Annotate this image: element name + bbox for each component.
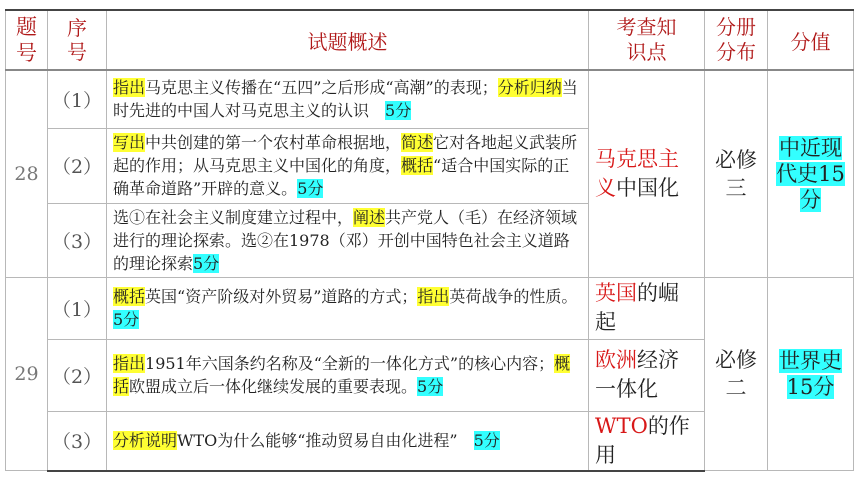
row-sequence: （3） xyxy=(48,203,107,277)
row-description xyxy=(107,277,589,339)
row-description xyxy=(107,70,589,128)
row-description xyxy=(107,411,589,471)
header-sequence: 序号 xyxy=(48,10,107,70)
keyword-highlight: 指出 xyxy=(113,354,146,373)
keyword-highlight: 分析归纳 xyxy=(497,78,562,98)
row-sequence: （1） xyxy=(48,70,107,128)
keyword-highlight: 简述 xyxy=(401,133,434,152)
knowledge-point-highlight: 欧洲 xyxy=(595,348,637,372)
knowledge-point-text: 中国化 xyxy=(616,175,679,200)
description-text: 当时先进的中国人对马克思主义的认识 xyxy=(113,78,578,121)
score-badge: 中近现代史15分 xyxy=(776,135,845,212)
description-text: “适合中国实际的正确革命道路”开辟的意义。 xyxy=(113,156,570,198)
description-text: 英国“资产阶级对外贸易”道路的方式； xyxy=(145,287,418,306)
keyword-highlight: 概括 xyxy=(113,287,146,306)
row-sequence: （3） xyxy=(48,411,107,471)
points-badge: 5分 xyxy=(113,310,140,329)
points-badge: 5分 xyxy=(385,101,412,121)
points-badge: 5分 xyxy=(417,377,444,396)
knowledge-point-highlight: 马克思主义 xyxy=(595,146,679,200)
question-number-29: 29 xyxy=(6,277,48,471)
row-sequence: （1） xyxy=(48,277,107,339)
module-29: 必修二 xyxy=(705,277,768,471)
description-text: 英荷战争的性质。 xyxy=(449,287,578,306)
keyword-highlight: 概括 xyxy=(113,354,571,396)
knowledge-point-text: 的作用 xyxy=(595,413,690,467)
question-number-28: 28 xyxy=(6,70,48,277)
row-sequence: （2） xyxy=(48,128,107,203)
description-text: 欧盟成立后一体化继续发展的重要表现。 xyxy=(129,377,418,396)
knowledge-point-text: 的崛起 xyxy=(595,281,679,334)
row-description xyxy=(107,339,589,411)
knowledge-point-28 xyxy=(589,70,705,277)
row-sequence: （2） xyxy=(48,339,107,411)
description-text: 选①在社会主义制度建立过程中， xyxy=(113,207,354,227)
keyword-highlight: 写出 xyxy=(113,133,146,152)
row-description xyxy=(107,128,589,203)
header-module: 分册分布 xyxy=(705,10,768,70)
row-description xyxy=(107,203,589,277)
knowledge-point-highlight: WTO xyxy=(595,413,648,438)
keyword-highlight: 指出 xyxy=(113,78,146,98)
keyword-highlight: 概括 xyxy=(401,156,434,175)
points-badge: 5分 xyxy=(297,179,324,198)
keyword-highlight: 指出 xyxy=(417,287,450,306)
table-row xyxy=(6,70,854,128)
score-badge: 世界史15分 xyxy=(779,348,842,399)
table-row xyxy=(6,277,854,339)
description-text: 共产党人（毛）在经济领域进行的理论探索。选②在1978（邓）开创中国特色社会主义道路的理论探索 xyxy=(113,207,578,273)
module-28: 必修三 xyxy=(705,70,768,277)
keyword-highlight: 分析说明 xyxy=(113,431,178,450)
score-29 xyxy=(768,277,854,471)
header-score: 分值 xyxy=(768,10,854,70)
header-description: 试题概述 xyxy=(107,10,589,70)
points-badge: 5分 xyxy=(193,253,220,273)
knowledge-point-29-1 xyxy=(589,277,705,339)
header-knowledge-point: 考查知识点 xyxy=(589,10,705,70)
knowledge-point-highlight: 英国 xyxy=(595,281,637,305)
keyword-highlight: 阐述 xyxy=(353,207,386,227)
knowledge-point-text: 经济一体化 xyxy=(595,348,679,401)
exam-table xyxy=(5,9,854,472)
knowledge-point-29-3 xyxy=(589,411,705,471)
points-badge: 5分 xyxy=(473,431,500,450)
score-28 xyxy=(768,70,854,277)
description-text: 它对各地起义武装所起的作用；从马克思主义中国化的角度， xyxy=(113,133,578,175)
description-text: 中共创建的第一个农村革命根据地， xyxy=(145,133,402,152)
description-text: WTO为什么能够“推动贸易自由化进程” xyxy=(177,431,474,450)
header-question-number: 题号 xyxy=(6,10,48,70)
description-text: 马克思主义传播在“五四”之后形成“高潮”的表现； xyxy=(145,78,498,98)
header-row xyxy=(6,10,854,70)
description-text: 1951年六国条约名称及“全新的一体化方式”的核心内容； xyxy=(145,354,555,373)
knowledge-point-29-2 xyxy=(589,339,705,411)
